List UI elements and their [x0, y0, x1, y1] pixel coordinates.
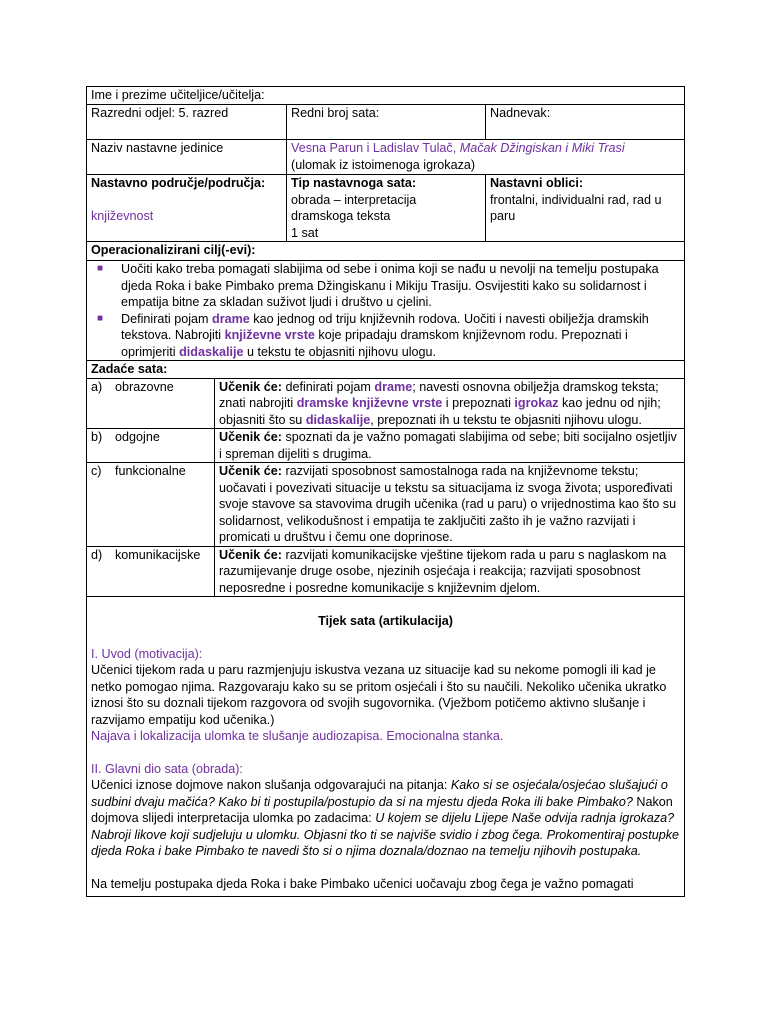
teacher-name-cell: Ime i prezime učiteljice/učitelja: — [87, 87, 685, 105]
lesson-flow-cell — [87, 597, 685, 897]
intro-text: Učenici tijekom rada u paru razmjenjuju iskustva vezana uz situacije kad su nekome pomogli ili kad je netko pomogao njima. Razgovaraju kako su se pritom osjećali i što su naučili. Nekoliko učenika ukratko iznosi što su doznali tijekom razgovora od svojih sugovornika. (Vježbom potičemo aktivno slušanje i razvijamo empatiju kod učenika.) — [91, 663, 667, 727]
task-c-label: c) funkcionalne — [87, 463, 215, 547]
lesson-type-cell: Tip nastavnoga sata: obrada – interpretacija dramskoga teksta 1 sat — [287, 175, 486, 242]
lesson-plan-page — [86, 86, 684, 897]
unit-work-title: Mačak Džingiskan i Miki Trasi — [459, 141, 625, 155]
unit-note: (ulomak iz istoimenoga igrokaza) — [291, 157, 476, 172]
lesson-number-cell: Redni broj sata: — [287, 105, 486, 140]
square-bullet-icon: ■ — [97, 312, 104, 324]
task-b-text: Učenik će: spoznati da je važno pomagati slabijima od sebe; biti socijalno osjetljiv i spreman dijeliti s drugima. — [215, 429, 685, 463]
task-a-label: a) obrazovne — [87, 378, 215, 429]
unit-label-cell: Naziv nastavne jedinice — [87, 140, 287, 175]
teaching-forms-cell: Nastavni oblici: frontalni, individualni rad, rad u paru — [486, 175, 685, 242]
unit-authors: Vesna Parun i Ladislav Tulač, — [291, 141, 457, 155]
intro-announcement: Najava i lokalizacija ulomka te slušanje audiozapisa. Emocionalna stanka. — [91, 729, 504, 743]
task-b-label: b) odgojne — [87, 429, 215, 463]
tasks-label-cell: Zadaće sata: — [87, 361, 685, 379]
main-heading: II. Glavni dio sata (obrada): — [91, 761, 243, 776]
goals-label-cell: Operacionalizirani cilj(-evi): — [87, 242, 685, 261]
task-a-text: Učenik će: definirati pojam drame; navesti osnovna obilježja dramskog teksta; znati nabrojiti dramske književne vrste i prepoznati igrokaz kao jednu od njih; objasniti što su didaskalije, prepoznati ih u tekstu te objasniti njihovu ulogu. — [215, 378, 685, 429]
task-c-text: Učenik će: razvijati sposobnost samostalnoga rada na književnome tekstu; uočavati i povezivati situacije u tekstu sa situacijama iz svoga života; uspoređivati svoje stavove sa stavovima drugih učenika (rad u paru) o vrijednostima kao što su solidarnost, velikodušnost i empatija te zaključiti zašto ih je važno razvijati i promicati u društvu i čemu one doprinose. — [215, 463, 685, 547]
square-bullet-icon: ■ — [97, 263, 104, 274]
goals-list-cell — [87, 261, 685, 361]
flow-title: Tijek sata (artikulacija) — [318, 614, 453, 628]
goals-list — [91, 261, 680, 360]
lesson-plan-table — [86, 86, 685, 897]
main-text-continued: Na temelju postupaka djeda Roka i bake Pimbako učenici uočavaju zbog čega je važno pomagati — [91, 876, 634, 891]
main-text: Učenici iznose dojmove nakon slušanja odgovarajući na pitanja: Kako si se osjećala/osjećao slušajući o sudbini dvaju mačića? Kako bi ti postupila/postupio da si na mjestu djeda Roka ili bake Pimbako? Nakon dojmova slijedi interpretacija ulomka po zadacima: U kojem se dijelu Lijepe Naše odvija radnja igrokaza? Nabroji likove koji sudjeluju u ulomku. Objasni tko ti se najviše svidio i zbog čega. Prokomentiraj postupke djeda Roka i bake Pimbako te navedi što si o njima doznala/doznao na temelju njihovih postupaka. — [91, 778, 680, 858]
goal-item: ■ Definirati pojam drame kao jednog od triju književnih rodova. Uočiti i navesti obilježja dramskih tekstova. Nabrojiti književne vrste koje pripadaju dramskom književnom rodu. Prepoznati i oprimjeriti didaskalije u tekstu te objasniti njihovu ulogu. — [97, 311, 649, 359]
area-cell: Nastavno područje/područja: književnost — [87, 175, 287, 242]
task-d-text: Učenik će: razvijati komunikacijske vještine tijekom rada u paru s naglaskom na razumijevanje druge osobe, njezinih osjećaja i reakcija; razvijati sposobnost neposredne i posredne komunikacije s književnim djelom. — [215, 546, 685, 597]
goal-item: ■ Uočiti kako treba pomagati slabijima od sebe i onima koji se nađu u nevolji na temelju postupaka djeda Roka i bake Pimbako prema Džingiskanu i Mikiju Trasiju. Osvijestiti kako su solidarnost i empatija bitne za skladan suživot ljudi i društvo u cjelini. — [97, 262, 659, 309]
intro-heading: I. Uvod (motivacija): — [91, 646, 203, 661]
class-cell: Razredni odjel: 5. razred — [87, 105, 287, 140]
task-d-label: d) komunikacijske — [87, 546, 215, 597]
area-value: književnost — [91, 208, 154, 223]
unit-title-cell — [287, 140, 685, 175]
date-cell: Nadnevak: — [486, 105, 685, 140]
